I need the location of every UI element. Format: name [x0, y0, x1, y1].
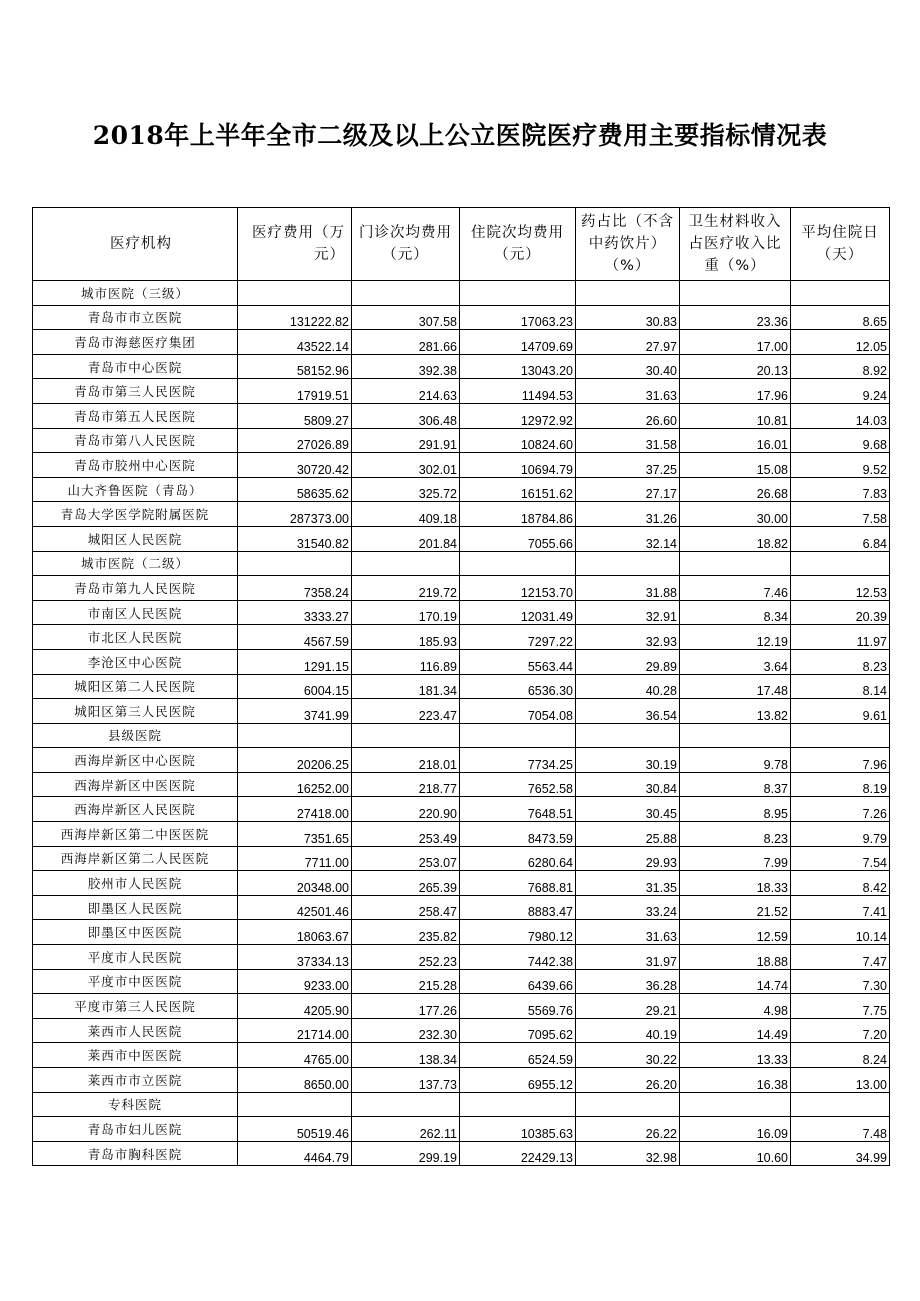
drug-ratio-cell: 26.60: [576, 403, 680, 428]
institution-name: 青岛市妇儿医院: [33, 1117, 238, 1142]
table-row: [33, 379, 890, 404]
table-row: [33, 822, 890, 847]
drug-ratio-cell: 40.19: [576, 1018, 680, 1043]
avg-stay-cell: 8.65: [791, 305, 890, 330]
outpatient-cost-cell: 392.38: [352, 354, 460, 379]
institution-name: 平度市第三人民医院: [33, 994, 238, 1019]
outpatient-cost-cell: 170.19: [352, 600, 460, 625]
avg-stay-cell: 9.68: [791, 428, 890, 453]
empty-cell: [680, 1092, 791, 1117]
inpatient-cost-cell: 12153.70: [460, 576, 576, 601]
avg-stay-cell: 12.05: [791, 330, 890, 355]
outpatient-cost-cell: 177.26: [352, 994, 460, 1019]
drug-ratio-cell: 30.40: [576, 354, 680, 379]
material-ratio-cell: 30.00: [680, 502, 791, 527]
drug-ratio-cell: 32.91: [576, 600, 680, 625]
avg-stay-cell: 7.54: [791, 846, 890, 871]
material-ratio-cell: 12.59: [680, 920, 791, 945]
empty-cell: [238, 1092, 352, 1117]
inpatient-cost-cell: 17063.23: [460, 305, 576, 330]
inpatient-cost-cell: 8883.47: [460, 895, 576, 920]
inpatient-cost-cell: 18784.86: [460, 502, 576, 527]
outpatient-cost-cell: 265.39: [352, 871, 460, 896]
institution-name: 青岛市第九人民医院: [33, 576, 238, 601]
material-ratio-cell: 20.13: [680, 354, 791, 379]
institution-name: 西海岸新区第二人民医院: [33, 846, 238, 871]
medical-cost-cell: 43522.14: [238, 330, 352, 355]
material-ratio-cell: 17.48: [680, 674, 791, 699]
institution-name: 城阳区第三人民医院: [33, 699, 238, 724]
avg-stay-cell: 6.84: [791, 526, 890, 551]
header-medical-cost: 医疗费用（万元）: [238, 208, 352, 281]
empty-cell: [791, 281, 890, 306]
inpatient-cost-cell: 7648.51: [460, 797, 576, 822]
outpatient-cost-cell: 138.34: [352, 1043, 460, 1068]
institution-name: 青岛市第八人民医院: [33, 428, 238, 453]
drug-ratio-cell: 30.83: [576, 305, 680, 330]
empty-cell: [238, 723, 352, 748]
avg-stay-cell: 12.53: [791, 576, 890, 601]
inpatient-cost-cell: 7054.08: [460, 699, 576, 724]
medical-cost-cell: 287373.00: [238, 502, 352, 527]
table-row: [33, 502, 890, 527]
material-ratio-cell: 26.68: [680, 477, 791, 502]
institution-name: 青岛市中心医院: [33, 354, 238, 379]
outpatient-cost-cell: 253.07: [352, 846, 460, 871]
material-ratio-cell: 8.23: [680, 822, 791, 847]
material-ratio-cell: 3.64: [680, 649, 791, 674]
table-row: [33, 846, 890, 871]
empty-cell: [460, 551, 576, 576]
institution-name: 莱西市人民医院: [33, 1018, 238, 1043]
header-outpatient-cost: 门诊次均费用（元）: [352, 208, 460, 281]
avg-stay-cell: 7.41: [791, 895, 890, 920]
drug-ratio-cell: 32.14: [576, 526, 680, 551]
table-row: [33, 453, 890, 478]
drug-ratio-cell: 33.24: [576, 895, 680, 920]
empty-cell: [680, 551, 791, 576]
material-ratio-cell: 15.08: [680, 453, 791, 478]
institution-name: 平度市中医医院: [33, 969, 238, 994]
avg-stay-cell: 9.24: [791, 379, 890, 404]
outpatient-cost-cell: 409.18: [352, 502, 460, 527]
empty-cell: [460, 723, 576, 748]
table-row: [33, 797, 890, 822]
medical-cost-cell: 31540.82: [238, 526, 352, 551]
table-row: [33, 428, 890, 453]
institution-name: 西海岸新区中医医院: [33, 772, 238, 797]
empty-cell: [576, 723, 680, 748]
table-row: [33, 600, 890, 625]
material-ratio-cell: 8.95: [680, 797, 791, 822]
institution-name: 市南区人民医院: [33, 600, 238, 625]
drug-ratio-cell: 25.88: [576, 822, 680, 847]
avg-stay-cell: 10.14: [791, 920, 890, 945]
header-drug-ratio: 药占比（不含中药饮片）（%）: [576, 208, 680, 281]
outpatient-cost-cell: 215.28: [352, 969, 460, 994]
institution-name: 青岛市第五人民医院: [33, 403, 238, 428]
drug-ratio-cell: 31.58: [576, 428, 680, 453]
table-row: [33, 1018, 890, 1043]
inpatient-cost-cell: 14709.69: [460, 330, 576, 355]
medical-cost-cell: 20206.25: [238, 748, 352, 773]
drug-ratio-cell: 31.35: [576, 871, 680, 896]
institution-name: 市北区人民医院: [33, 625, 238, 650]
drug-ratio-cell: 30.22: [576, 1043, 680, 1068]
cost-indicator-table: [32, 207, 890, 1166]
outpatient-cost-cell: 214.63: [352, 379, 460, 404]
drug-ratio-cell: 31.63: [576, 920, 680, 945]
material-ratio-cell: 10.60: [680, 1141, 791, 1166]
material-ratio-cell: 8.34: [680, 600, 791, 625]
inpatient-cost-cell: 6955.12: [460, 1068, 576, 1093]
section-label: 专科医院: [33, 1092, 238, 1117]
medical-cost-cell: 7711.00: [238, 846, 352, 871]
institution-name: 青岛市第三人民医院: [33, 379, 238, 404]
empty-cell: [576, 551, 680, 576]
page-title: 2018年上半年全市二级及以上公立医院医疗费用主要指标情况表: [92, 121, 828, 150]
table-row: [33, 1141, 890, 1166]
inpatient-cost-cell: 11494.53: [460, 379, 576, 404]
institution-name: 西海岸新区第二中医医院: [33, 822, 238, 847]
inpatient-cost-cell: 7688.81: [460, 871, 576, 896]
medical-cost-cell: 58635.62: [238, 477, 352, 502]
outpatient-cost-cell: 291.91: [352, 428, 460, 453]
header-institution: 医疗机构: [33, 208, 238, 281]
inpatient-cost-cell: 6280.64: [460, 846, 576, 871]
material-ratio-cell: 23.36: [680, 305, 791, 330]
material-ratio-cell: 14.74: [680, 969, 791, 994]
institution-name: 城阳区人民医院: [33, 526, 238, 551]
avg-stay-cell: 7.20: [791, 1018, 890, 1043]
table-row: [33, 772, 890, 797]
inpatient-cost-cell: 8473.59: [460, 822, 576, 847]
table-row: [33, 625, 890, 650]
table-row: [33, 305, 890, 330]
inpatient-cost-cell: 5563.44: [460, 649, 576, 674]
drug-ratio-cell: 37.25: [576, 453, 680, 478]
empty-cell: [460, 1092, 576, 1117]
medical-cost-cell: 17919.51: [238, 379, 352, 404]
drug-ratio-cell: 26.22: [576, 1117, 680, 1142]
table-row: [33, 526, 890, 551]
inpatient-cost-cell: 22429.13: [460, 1141, 576, 1166]
inpatient-cost-cell: 7652.58: [460, 772, 576, 797]
outpatient-cost-cell: 281.66: [352, 330, 460, 355]
institution-name: 即墨区人民医院: [33, 895, 238, 920]
inpatient-cost-cell: 7980.12: [460, 920, 576, 945]
table-row: [33, 994, 890, 1019]
medical-cost-cell: 9233.00: [238, 969, 352, 994]
medical-cost-cell: 3741.99: [238, 699, 352, 724]
avg-stay-cell: 14.03: [791, 403, 890, 428]
empty-cell: [352, 281, 460, 306]
avg-stay-cell: 20.39: [791, 600, 890, 625]
material-ratio-cell: 16.09: [680, 1117, 791, 1142]
section-row: [33, 723, 890, 748]
header-row: [33, 208, 890, 281]
avg-stay-cell: 8.23: [791, 649, 890, 674]
avg-stay-cell: 9.79: [791, 822, 890, 847]
avg-stay-cell: 7.58: [791, 502, 890, 527]
avg-stay-cell: 34.99: [791, 1141, 890, 1166]
table-row: [33, 477, 890, 502]
material-ratio-cell: 4.98: [680, 994, 791, 1019]
material-ratio-cell: 10.81: [680, 403, 791, 428]
medical-cost-cell: 27418.00: [238, 797, 352, 822]
section-label: 城市医院（二级）: [33, 551, 238, 576]
drug-ratio-cell: 27.97: [576, 330, 680, 355]
drug-ratio-cell: 30.84: [576, 772, 680, 797]
medical-cost-cell: 4567.59: [238, 625, 352, 650]
table-row: [33, 330, 890, 355]
inpatient-cost-cell: 10385.63: [460, 1117, 576, 1142]
drug-ratio-cell: 31.63: [576, 379, 680, 404]
institution-name: 平度市人民医院: [33, 945, 238, 970]
header-inpatient-cost: 住院次均费用（元）: [460, 208, 576, 281]
empty-cell: [791, 1092, 890, 1117]
outpatient-cost-cell: 258.47: [352, 895, 460, 920]
avg-stay-cell: 8.24: [791, 1043, 890, 1068]
avg-stay-cell: 9.61: [791, 699, 890, 724]
inpatient-cost-cell: 7095.62: [460, 1018, 576, 1043]
table-row: [33, 748, 890, 773]
avg-stay-cell: 11.97: [791, 625, 890, 650]
material-ratio-cell: 14.49: [680, 1018, 791, 1043]
medical-cost-cell: 18063.67: [238, 920, 352, 945]
inpatient-cost-cell: 6439.66: [460, 969, 576, 994]
institution-name: 李沧区中心医院: [33, 649, 238, 674]
outpatient-cost-cell: 116.89: [352, 649, 460, 674]
table-row: [33, 920, 890, 945]
outpatient-cost-cell: 252.23: [352, 945, 460, 970]
drug-ratio-cell: 30.45: [576, 797, 680, 822]
drug-ratio-cell: 29.89: [576, 649, 680, 674]
material-ratio-cell: 13.33: [680, 1043, 791, 1068]
drug-ratio-cell: 31.97: [576, 945, 680, 970]
avg-stay-cell: 8.19: [791, 772, 890, 797]
institution-name: 青岛大学医学院附属医院: [33, 502, 238, 527]
empty-cell: [576, 1092, 680, 1117]
medical-cost-cell: 7351.65: [238, 822, 352, 847]
table-body: [33, 281, 890, 1166]
material-ratio-cell: 16.38: [680, 1068, 791, 1093]
material-ratio-cell: 8.37: [680, 772, 791, 797]
inpatient-cost-cell: 7442.38: [460, 945, 576, 970]
avg-stay-cell: 8.14: [791, 674, 890, 699]
institution-name: 城阳区第二人民医院: [33, 674, 238, 699]
table-row: [33, 699, 890, 724]
table-row: [33, 1068, 890, 1093]
medical-cost-cell: 4765.00: [238, 1043, 352, 1068]
section-row: [33, 281, 890, 306]
outpatient-cost-cell: 219.72: [352, 576, 460, 601]
drug-ratio-cell: 36.54: [576, 699, 680, 724]
institution-name: 胶州市人民医院: [33, 871, 238, 896]
table-row: [33, 969, 890, 994]
material-ratio-cell: 12.19: [680, 625, 791, 650]
empty-cell: [791, 551, 890, 576]
table-row: [33, 1043, 890, 1068]
header-material-ratio: 卫生材料收入占医疗收入比重（%）: [680, 208, 791, 281]
table-row: [33, 674, 890, 699]
empty-cell: [352, 1092, 460, 1117]
institution-name: 青岛市市立医院: [33, 305, 238, 330]
section-label: 城市医院（三级）: [33, 281, 238, 306]
inpatient-cost-cell: 6524.59: [460, 1043, 576, 1068]
table-row: [33, 576, 890, 601]
outpatient-cost-cell: 181.34: [352, 674, 460, 699]
material-ratio-cell: 7.99: [680, 846, 791, 871]
inpatient-cost-cell: 5569.76: [460, 994, 576, 1019]
header-avg-stay: 平均住院日（天）: [791, 208, 890, 281]
outpatient-cost-cell: 235.82: [352, 920, 460, 945]
empty-cell: [680, 723, 791, 748]
medical-cost-cell: 7358.24: [238, 576, 352, 601]
material-ratio-cell: 18.33: [680, 871, 791, 896]
avg-stay-cell: 8.92: [791, 354, 890, 379]
outpatient-cost-cell: 253.49: [352, 822, 460, 847]
avg-stay-cell: 7.47: [791, 945, 890, 970]
outpatient-cost-cell: 306.48: [352, 403, 460, 428]
medical-cost-cell: 21714.00: [238, 1018, 352, 1043]
medical-cost-cell: 8650.00: [238, 1068, 352, 1093]
drug-ratio-cell: 40.28: [576, 674, 680, 699]
institution-name: 西海岸新区中心医院: [33, 748, 238, 773]
material-ratio-cell: 17.96: [680, 379, 791, 404]
material-ratio-cell: 18.82: [680, 526, 791, 551]
inpatient-cost-cell: 6536.30: [460, 674, 576, 699]
medical-cost-cell: 50519.46: [238, 1117, 352, 1142]
inpatient-cost-cell: 10824.60: [460, 428, 576, 453]
outpatient-cost-cell: 302.01: [352, 453, 460, 478]
avg-stay-cell: 7.26: [791, 797, 890, 822]
avg-stay-cell: 7.30: [791, 969, 890, 994]
medical-cost-cell: 3333.27: [238, 600, 352, 625]
outpatient-cost-cell: 307.58: [352, 305, 460, 330]
institution-name: 青岛市胸科医院: [33, 1141, 238, 1166]
outpatient-cost-cell: 218.77: [352, 772, 460, 797]
table-row: [33, 649, 890, 674]
material-ratio-cell: 16.01: [680, 428, 791, 453]
medical-cost-cell: 20348.00: [238, 871, 352, 896]
institution-name: 莱西市市立医院: [33, 1068, 238, 1093]
institution-name: 山大齐鲁医院（青岛）: [33, 477, 238, 502]
material-ratio-cell: 17.00: [680, 330, 791, 355]
drug-ratio-cell: 36.28: [576, 969, 680, 994]
inpatient-cost-cell: 16151.62: [460, 477, 576, 502]
drug-ratio-cell: 26.20: [576, 1068, 680, 1093]
table-row: [33, 354, 890, 379]
table-row: [33, 403, 890, 428]
medical-cost-cell: 37334.13: [238, 945, 352, 970]
medical-cost-cell: 27026.89: [238, 428, 352, 453]
avg-stay-cell: 7.75: [791, 994, 890, 1019]
material-ratio-cell: 21.52: [680, 895, 791, 920]
outpatient-cost-cell: 232.30: [352, 1018, 460, 1043]
section-row: [33, 551, 890, 576]
drug-ratio-cell: 32.98: [576, 1141, 680, 1166]
inpatient-cost-cell: 10694.79: [460, 453, 576, 478]
empty-cell: [460, 281, 576, 306]
material-ratio-cell: 18.88: [680, 945, 791, 970]
institution-name: 即墨区中医医院: [33, 920, 238, 945]
inpatient-cost-cell: 12031.49: [460, 600, 576, 625]
outpatient-cost-cell: 223.47: [352, 699, 460, 724]
avg-stay-cell: 7.83: [791, 477, 890, 502]
avg-stay-cell: 8.42: [791, 871, 890, 896]
drug-ratio-cell: 30.19: [576, 748, 680, 773]
material-ratio-cell: 9.78: [680, 748, 791, 773]
avg-stay-cell: 13.00: [791, 1068, 890, 1093]
empty-cell: [352, 551, 460, 576]
section-label: 县级医院: [33, 723, 238, 748]
medical-cost-cell: 6004.15: [238, 674, 352, 699]
inpatient-cost-cell: 7297.22: [460, 625, 576, 650]
empty-cell: [238, 551, 352, 576]
empty-cell: [238, 281, 352, 306]
outpatient-cost-cell: 299.19: [352, 1141, 460, 1166]
medical-cost-cell: 5809.27: [238, 403, 352, 428]
empty-cell: [576, 281, 680, 306]
table-row: [33, 871, 890, 896]
section-row: [33, 1092, 890, 1117]
medical-cost-cell: 30720.42: [238, 453, 352, 478]
inpatient-cost-cell: 7734.25: [460, 748, 576, 773]
institution-name: 青岛市胶州中心医院: [33, 453, 238, 478]
outpatient-cost-cell: 201.84: [352, 526, 460, 551]
outpatient-cost-cell: 262.11: [352, 1117, 460, 1142]
material-ratio-cell: 7.46: [680, 576, 791, 601]
empty-cell: [791, 723, 890, 748]
medical-cost-cell: 131222.82: [238, 305, 352, 330]
institution-name: 西海岸新区人民医院: [33, 797, 238, 822]
empty-cell: [352, 723, 460, 748]
drug-ratio-cell: 31.26: [576, 502, 680, 527]
avg-stay-cell: 7.96: [791, 748, 890, 773]
table-row: [33, 945, 890, 970]
medical-cost-cell: 1291.15: [238, 649, 352, 674]
outpatient-cost-cell: 185.93: [352, 625, 460, 650]
medical-cost-cell: 4205.90: [238, 994, 352, 1019]
empty-cell: [680, 281, 791, 306]
inpatient-cost-cell: 7055.66: [460, 526, 576, 551]
avg-stay-cell: 7.48: [791, 1117, 890, 1142]
medical-cost-cell: 4464.79: [238, 1141, 352, 1166]
inpatient-cost-cell: 12972.92: [460, 403, 576, 428]
outpatient-cost-cell: 137.73: [352, 1068, 460, 1093]
drug-ratio-cell: 32.93: [576, 625, 680, 650]
drug-ratio-cell: 27.17: [576, 477, 680, 502]
institution-name: 莱西市中医医院: [33, 1043, 238, 1068]
table-row: [33, 895, 890, 920]
drug-ratio-cell: 31.88: [576, 576, 680, 601]
drug-ratio-cell: 29.21: [576, 994, 680, 1019]
drug-ratio-cell: 29.93: [576, 846, 680, 871]
medical-cost-cell: 16252.00: [238, 772, 352, 797]
outpatient-cost-cell: 220.90: [352, 797, 460, 822]
outpatient-cost-cell: 325.72: [352, 477, 460, 502]
medical-cost-cell: 58152.96: [238, 354, 352, 379]
medical-cost-cell: 42501.46: [238, 895, 352, 920]
avg-stay-cell: 9.52: [791, 453, 890, 478]
institution-name: 青岛市海慈医疗集团: [33, 330, 238, 355]
inpatient-cost-cell: 13043.20: [460, 354, 576, 379]
table-row: [33, 1117, 890, 1142]
outpatient-cost-cell: 218.01: [352, 748, 460, 773]
material-ratio-cell: 13.82: [680, 699, 791, 724]
